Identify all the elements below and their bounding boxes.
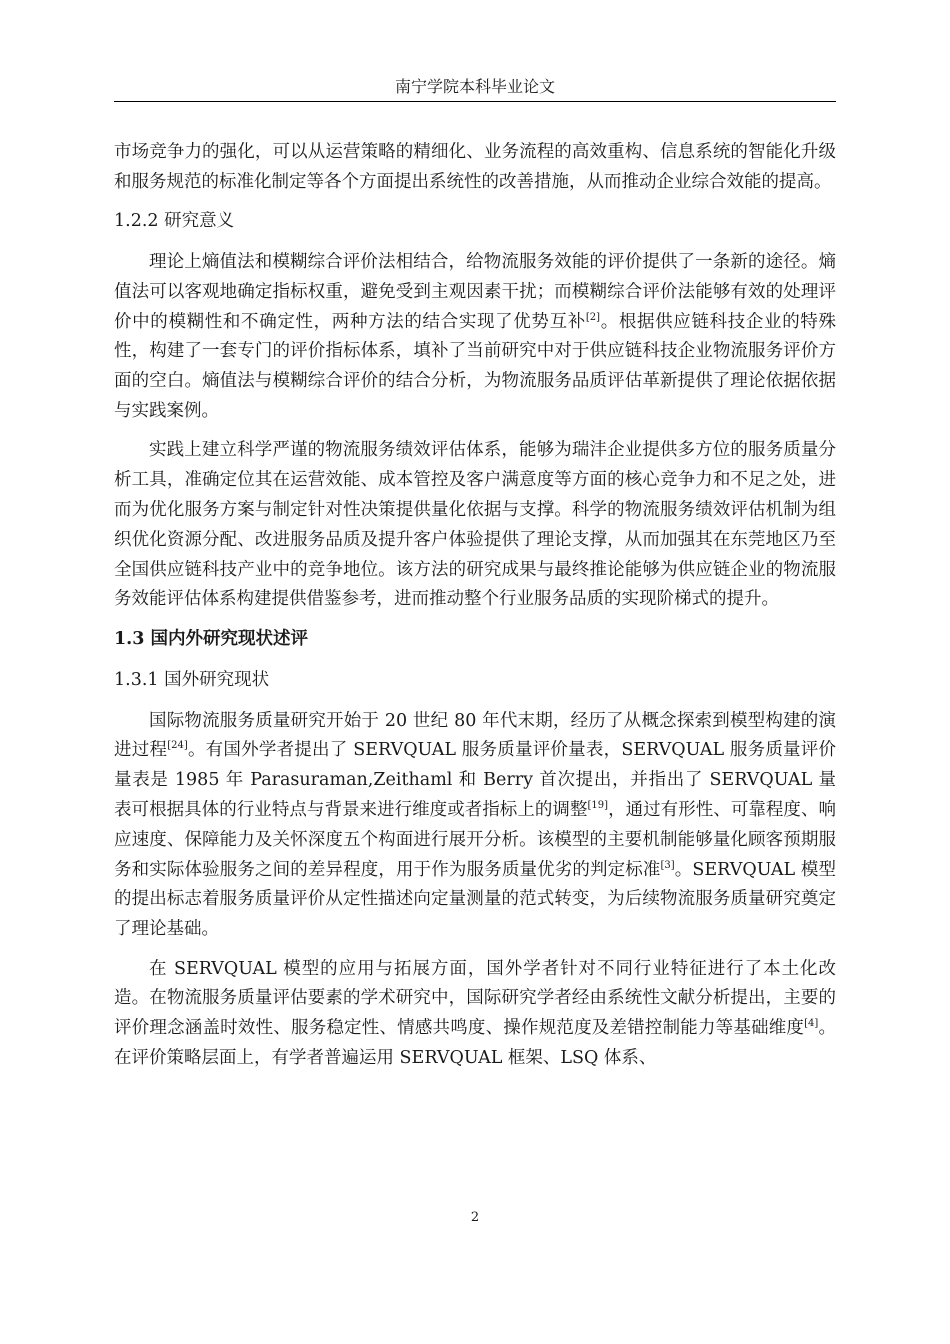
citation-ref: [2] [585, 311, 601, 323]
citation-ref: [3] [660, 859, 675, 871]
text-segment: 。在评价策略层面上，有学者普遍运用 SERVQUAL 框架、LSQ 体系、 [114, 1018, 837, 1068]
text-segment: ，通过有形性、可靠程度、响应速度、保障能力及关怀深度五个构面进行展开分析。该模型的主要机制能够量化顾客预期服务和实际体验服务之间的差异程度，用于作为服务质量优劣的判定标准 [114, 800, 837, 880]
page-number: 2 [470, 1210, 480, 1225]
text-segment: 理论上熵值法和模糊综合评价法相结合，给物流服务效能的评价提供了一条新的途径。熵值法可以客观地确定指标权重，避免受到主观因素干扰；而模糊综合评价法能够有效的处理评价中的模糊性和不确定性，两种方法的结合实现了优势互补 [114, 252, 836, 332]
text-segment: 。SERVQUAL 模型的提出标志着服务质量评价从定性描述向定量测量的范式转变，为后续物流服务质量研究奠定了理论基础。 [114, 859, 837, 940]
header-divider [114, 101, 836, 102]
text-segment: 国际物流服务质量研究开始于 20 世纪 80 年代末期，经历了从概念探索到模型构建的演进过程 [114, 710, 836, 761]
heading-1-3: 1.3 国内外研究现状述评 [114, 628, 309, 649]
text-segment: 。有国外学者提出了 SERVQUAL 服务质量评价量表，SERVQUAL 服务质量评价量表是 1985 年 Parasuraman,Zeithaml 和 Berry 首次提出，并指出了 SERVQUAL 量表可根据具体的行业特点与背景来进行维度或者指标上的调整 [114, 740, 837, 821]
heading-1-3-1: 1.3.1 国外研究现状 [114, 669, 270, 690]
document-body [114, 138, 836, 1083]
paragraph-intro: 市场竞争力的强化，可以从运营策略的精细化、业务流程的高效重构、信息系统的智能化升级和服务规范的标准化制定等各个方面提出系统性的改善措施，从而推动企业综合效能的提高。 [114, 142, 836, 192]
paragraph-foreign-research-1 [114, 707, 836, 945]
citation-ref: [24] [167, 740, 188, 752]
citation-ref: [4] [804, 1018, 819, 1030]
heading-1-2-2: 1.2.2 研究意义 [114, 211, 235, 232]
paragraph-significance-theory [114, 248, 836, 427]
page-header-title: 南宁学院本科毕业论文 [394, 77, 555, 96]
text-segment: 在 SERVQUAL 模型的应用与拓展方面，国外学者针对不同行业特征进行了本土化改造。在物流服务质量评估要素的学术研究中，国际研究学者经由系统性文献分析提出，主要的评价理念涵盖时效性、服务稳定性、情感共鸣度、操作规范度及差错控制能力等基础维度 [114, 958, 836, 1039]
paragraph-significance-practice: 实践上建立科学严谨的物流服务绩效评估体系，能够为瑞沣企业提供多方位的服务质量分析工具，准确定位其在运营效能、成本管控及客户满意度等方面的核心竞争力和不足之处，进而为优化服务方案与制定针对性决策提供量化依据与支撑。科学的物流服务绩效评估机制为组织优化资源分配、改进服务品质及提升客户体验提供了理论支撑，从而加强其在东莞地区乃至全国供应链科技产业中的竞争地位。该方法的研究成果与最终推论能够为供应链企业的物流服务效能评估体系构建提供借鉴参考，进而推动整个行业服务品质的实现阶梯式的提升。 [114, 440, 836, 610]
citation-ref: [19] [587, 800, 609, 812]
paragraph-foreign-research-2 [114, 955, 836, 1074]
text-segment: 。根据供应链科技企业的特殊性，构建了一套专门的评价指标体系，填补了当前研究中对于供应链科技企业物流服务评价方面的空白。熵值法与模糊综合评价的结合分析，为物流服务品质评估革新提供了理论依据依据与实践案例。 [114, 311, 837, 422]
